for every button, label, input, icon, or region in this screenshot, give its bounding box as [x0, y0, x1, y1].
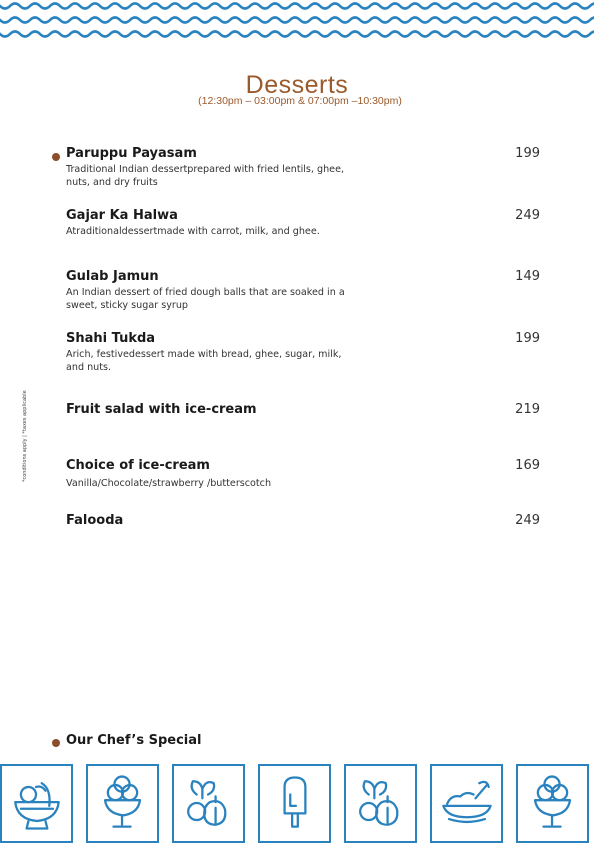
item-name: Paruppu Payasam [66, 146, 197, 161]
item-name: Gajar Ka Halwa [66, 208, 178, 223]
salad-plate-icon [430, 764, 503, 843]
vegetables-icon [344, 764, 417, 843]
wave-border [0, 0, 594, 42]
menu-item [66, 269, 546, 312]
page-title: Desserts [245, 71, 349, 99]
item-name: Choice of ice-cream [66, 458, 210, 473]
terms-note: *conditions apply | *taxes applicable [22, 390, 28, 482]
item-description: Vanilla/Chocolate/strawberry /butterscotch [66, 478, 272, 489]
chefs-special-legend: Our Chef’s Special [66, 733, 202, 748]
vegetables-icon [172, 764, 245, 843]
item-name: Fruit salad with ice-cream [66, 402, 257, 417]
item-name: Gulab Jamun [66, 269, 159, 284]
item-price: 149 [515, 269, 540, 284]
menu-item [66, 146, 546, 189]
item-description: Arich, festivedessert made with bread, ghee, sugar, milk, and nuts. [66, 349, 342, 373]
item-name: Shahi Tukda [66, 331, 156, 346]
item-name: Falooda [66, 513, 124, 528]
ice-cream-cup-icon [516, 764, 589, 843]
fruit-bowl-icon [0, 764, 73, 843]
item-price: 169 [515, 458, 540, 473]
ice-cream-cup-icon [86, 764, 159, 843]
item-price: 249 [515, 208, 540, 223]
item-description: An Indian dessert of fried dough balls that are soaked in a sweet, sticky sugar syrup [66, 287, 345, 311]
legend-dot [52, 739, 60, 747]
chefs-special-dot [52, 153, 60, 161]
item-price: 249 [515, 513, 540, 528]
ice-cream-stick-icon [258, 764, 331, 843]
item-price: 199 [515, 146, 540, 161]
menu-item [66, 513, 546, 529]
item-description: Traditional Indian dessertprepared with fried lentils, ghee, nuts, and dry fruits [66, 164, 345, 188]
item-price: 219 [515, 402, 540, 417]
menu-item [66, 402, 546, 418]
serving-hours: (12:30pm – 03:00pm & 07:00pm –10:30pm) [198, 95, 402, 107]
menu-item [66, 331, 546, 374]
menu-item [66, 208, 546, 238]
item-price: 199 [515, 331, 540, 346]
item-description: Atraditionaldessertmade with carrot, milk, and ghee. [66, 226, 320, 237]
menu-item [66, 458, 546, 490]
footer-icon-strip [0, 764, 594, 841]
